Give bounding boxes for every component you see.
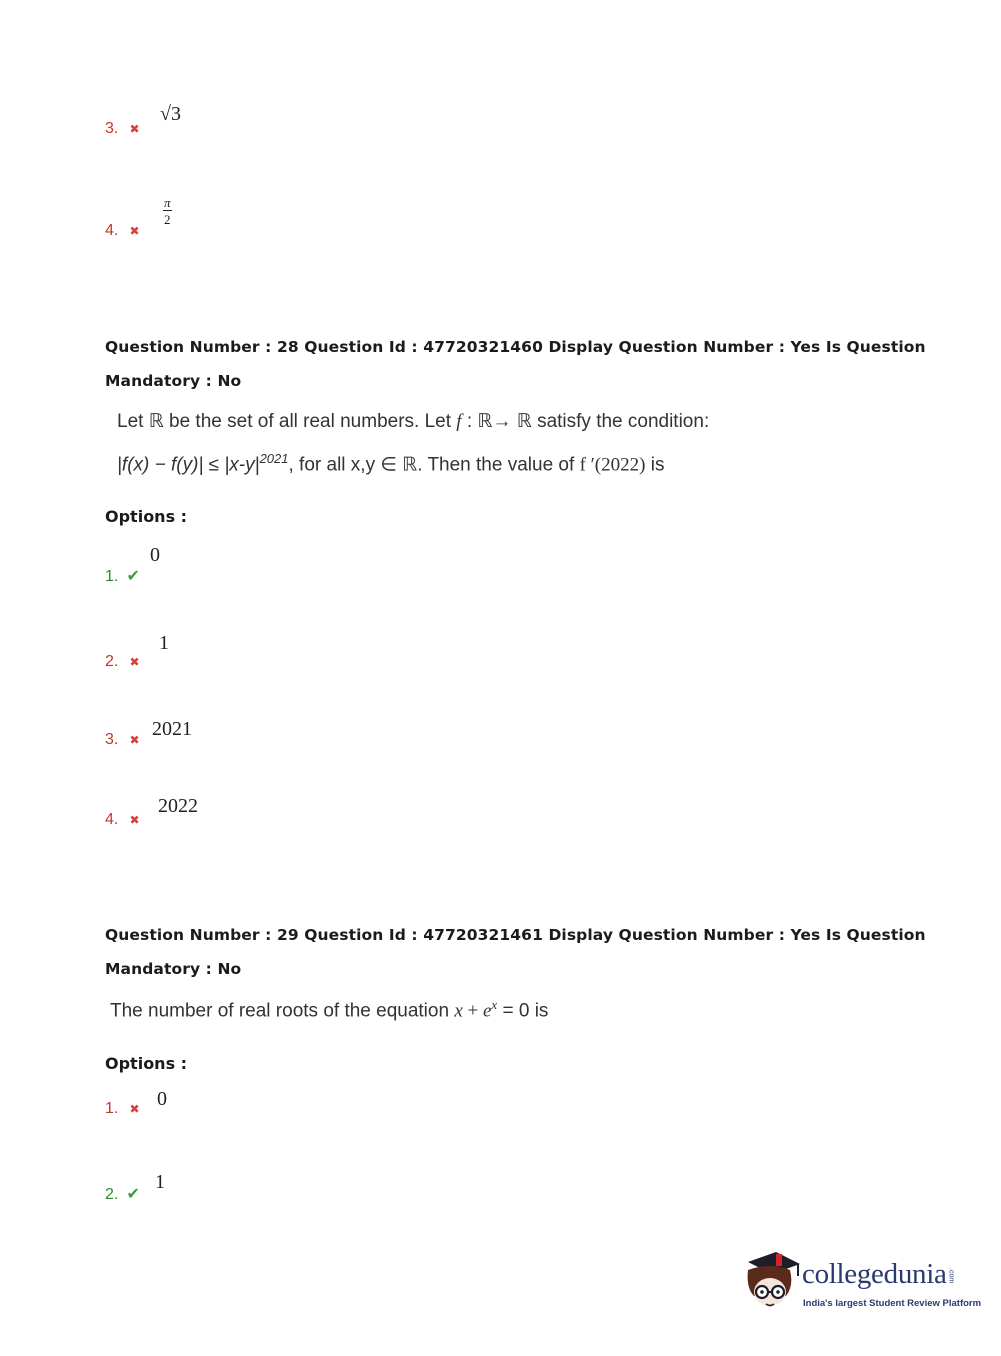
logo-name: collegedunia xyxy=(802,1258,947,1290)
option-row xyxy=(105,809,140,829)
question-text-line xyxy=(117,451,664,476)
logo-tagline: India's largest Student Review Platform xyxy=(803,1298,982,1309)
logo-wordmark xyxy=(802,1258,955,1291)
exponent: x xyxy=(491,997,498,1012)
option-row xyxy=(105,729,140,749)
option-value: 2021 xyxy=(152,718,192,740)
correct-icon: ✔ xyxy=(126,566,140,585)
mascot-icon xyxy=(740,1248,802,1314)
option-number: 4. xyxy=(105,811,119,828)
question-header-mandatory: Mandatory : No xyxy=(105,372,242,390)
options-label: Options : xyxy=(105,507,188,526)
correct-icon: ✔ xyxy=(126,1184,140,1203)
wrong-icon: ✖ xyxy=(129,655,140,669)
wrong-icon: ✖ xyxy=(129,813,140,827)
question-header-mandatory: Mandatory : No xyxy=(105,960,242,978)
option-value: √3 xyxy=(160,103,181,125)
question-text-suffix: is xyxy=(645,454,665,476)
option-row xyxy=(105,651,140,671)
question-text-suffix: = 0 is xyxy=(497,1000,549,1022)
option-number: 3. xyxy=(105,731,119,748)
wrong-icon: ✖ xyxy=(129,224,140,238)
wrong-icon: ✖ xyxy=(129,733,140,747)
option-value: 0 xyxy=(157,1088,167,1110)
option-row xyxy=(105,1184,140,1204)
option-row xyxy=(105,118,140,138)
option-number: 1. xyxy=(105,568,119,585)
option-number: 2. xyxy=(105,1186,119,1203)
variable-x: x xyxy=(454,1000,463,1022)
wrong-icon: ✖ xyxy=(129,122,140,136)
option-number: 2. xyxy=(105,653,119,670)
question-header: Question Number : 28 Question Id : 47720321460 Display Question Number : Yes Is Question xyxy=(105,338,926,356)
collegedunia-logo xyxy=(740,1248,982,1318)
question-text-prefix: Let ℝ be the set of all real numbers. Let xyxy=(117,411,457,432)
function-symbol: f xyxy=(456,411,462,432)
option-number: 4. xyxy=(105,222,119,239)
fraction-numerator: π xyxy=(164,195,171,210)
option-number: 1. xyxy=(105,1100,119,1117)
option-row xyxy=(105,220,140,240)
plus-sign: + xyxy=(462,1000,483,1022)
option-number: 3. xyxy=(105,120,119,137)
option-value: 1 xyxy=(159,632,169,654)
derivative-expression: f ′(2022) xyxy=(579,454,646,476)
option-value: 2022 xyxy=(158,795,198,817)
question-text-line xyxy=(117,410,709,433)
option-value-fraction xyxy=(163,196,172,226)
fraction-denominator: 2 xyxy=(164,212,171,227)
option-row xyxy=(105,566,140,586)
question-text-middle: , for all x,y ∈ ℝ. Then the value of xyxy=(288,454,580,476)
question-text-mapping: : ℝ→ ℝ satisfy the condition: xyxy=(461,411,710,432)
question-text-prefix: The number of real roots of the equation xyxy=(110,1000,455,1022)
wrong-icon: ✖ xyxy=(129,1102,140,1116)
option-row xyxy=(105,1098,140,1118)
inequality-lhs: |f(x) − f(y)| ≤ |x-y| xyxy=(117,454,260,476)
exponent: 2021 xyxy=(259,451,289,466)
logo-suffix: .com xyxy=(947,1267,955,1283)
euler-e: e xyxy=(482,1000,492,1022)
question-text-line xyxy=(110,997,548,1022)
option-value: 1 xyxy=(155,1171,165,1193)
question-header: Question Number : 29 Question Id : 47720321461 Display Question Number : Yes Is Question xyxy=(105,926,926,944)
options-label: Options : xyxy=(105,1054,188,1073)
option-value: 0 xyxy=(150,544,160,566)
